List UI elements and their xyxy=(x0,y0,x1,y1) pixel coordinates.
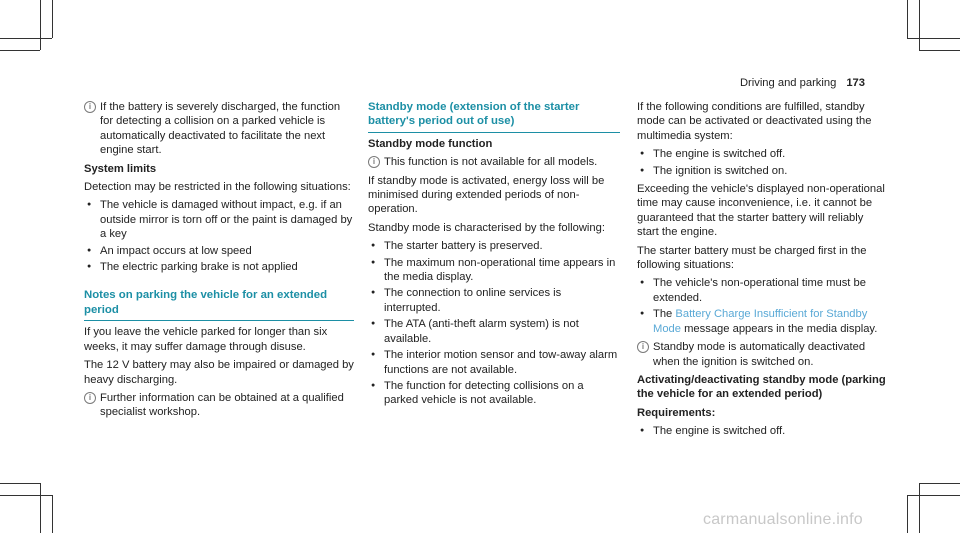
standby-heading: Standby mode (extension of the starter battery's period out of use) xyxy=(368,100,620,133)
list-item: ● An impact occurs at low speed xyxy=(84,244,354,258)
requirements-label: Requirements: xyxy=(637,406,716,419)
crop-mark xyxy=(907,38,960,39)
requirements-list xyxy=(637,424,887,438)
notes-heading: Notes on parking the vehicle for an extended period xyxy=(84,288,354,321)
page-number: 173 xyxy=(846,77,865,89)
list-item: ● The ignition is switched on. xyxy=(637,164,887,178)
watermark: carmanualsonline.info xyxy=(703,511,863,528)
paragraph: Exceeding the vehicle's displayed non-operational time may cause inconvenience, i.e. it cannot be guaranteed that the starter battery will reliably start the engine. xyxy=(637,183,885,239)
crop-mark xyxy=(907,495,960,496)
activating-heading: Activating/deactivating standby mode (parking the vehicle for an extended period) xyxy=(637,373,886,401)
list-item xyxy=(637,307,887,336)
crop-mark xyxy=(40,0,41,50)
info-icon: i xyxy=(637,341,649,353)
crop-mark xyxy=(0,495,52,496)
conditions-list xyxy=(637,147,887,178)
notes-paragraph: The 12 V battery may also be impaired or damaged by heavy discharging. xyxy=(84,359,354,386)
running-header xyxy=(740,77,865,89)
crop-mark xyxy=(0,483,40,484)
note-text: Further information can be obtained at a qualified specialist workshop. xyxy=(100,391,344,419)
crop-mark xyxy=(907,495,908,533)
notes-paragraph: If you leave the vehicle parked for longer than six weeks, it may suffer damage through disuse. xyxy=(84,326,328,353)
crop-mark xyxy=(52,0,53,38)
crop-mark xyxy=(40,483,41,533)
paragraph: Standby mode is characterised by the following: xyxy=(368,221,605,234)
column-2 xyxy=(368,100,620,412)
function-heading: Standby mode function xyxy=(368,137,493,150)
column-3 xyxy=(637,100,887,443)
info-icon: i xyxy=(368,156,380,168)
note-text: If the battery is severely discharged, the function for detecting a collision on a parked vehicle is automatically deactivated to facilitate the next engine start. xyxy=(100,101,341,157)
crop-mark xyxy=(919,0,920,50)
section-title: Driving and parking xyxy=(739,77,837,89)
crop-mark xyxy=(52,495,53,533)
list-item: ● The electric parking brake is not applied xyxy=(84,260,354,274)
info-note xyxy=(637,340,887,369)
list-item: ● The maximum non-operational time appears in the media display. xyxy=(368,256,620,285)
crop-mark xyxy=(919,50,960,51)
info-icon: i xyxy=(84,101,96,113)
list-item: ● The ATA (anti-theft alarm system) is not available. xyxy=(368,317,620,346)
paragraph: The starter battery must be charged first in the following situations: xyxy=(637,244,867,272)
info-icon: i xyxy=(84,392,96,404)
list-item: ● The connection to online services is interrupted. xyxy=(368,286,620,315)
crop-mark xyxy=(919,483,960,484)
list-item: ● The engine is switched off. xyxy=(637,424,887,438)
crop-mark xyxy=(0,38,52,39)
crop-mark xyxy=(919,483,920,533)
item-text: message appears in the media display. xyxy=(681,322,878,335)
info-note xyxy=(368,155,620,169)
list-item: ● The starter battery is preserved. xyxy=(368,239,620,253)
situations-list xyxy=(637,276,887,336)
info-note xyxy=(84,391,354,420)
info-note xyxy=(84,100,354,158)
list-item: ● The function for detecting collisions on a parked vehicle is not available. xyxy=(368,379,620,408)
note-text: This function is not available for all models. xyxy=(384,156,598,169)
column-1 xyxy=(84,100,354,424)
item-text: The xyxy=(653,308,676,321)
note-text: Standby mode is automatically deactivated when the ignition is switched on. xyxy=(653,341,866,368)
message-link[interactable]: Battery Charge Insufficient for Standby Mode xyxy=(653,308,868,335)
list-item: ● The engine is switched off. xyxy=(637,147,887,161)
paragraph: If the following conditions are fulfilled, standby mode can be activated or deactivated using the multimedia system: xyxy=(637,101,872,142)
crop-mark xyxy=(0,50,40,51)
list-item: ● The vehicle is damaged without impact, e.g. if an outside mirror is torn off or the paint is damaged by a key xyxy=(84,198,354,241)
list-item: ● The interior motion sensor and tow-away alarm functions are not available. xyxy=(368,348,620,377)
system-limits-heading: System limits xyxy=(84,162,157,175)
crop-mark xyxy=(907,0,908,38)
list-item: ● The vehicle's non-operational time must be extended. xyxy=(637,276,887,305)
characteristics-list xyxy=(368,239,620,407)
system-limits-intro: Detection may be restricted in the following situations: xyxy=(84,181,351,194)
paragraph: If standby mode is activated, energy loss will be minimised during extended periods of non-operation. xyxy=(368,174,605,216)
system-limits-list xyxy=(84,198,354,274)
